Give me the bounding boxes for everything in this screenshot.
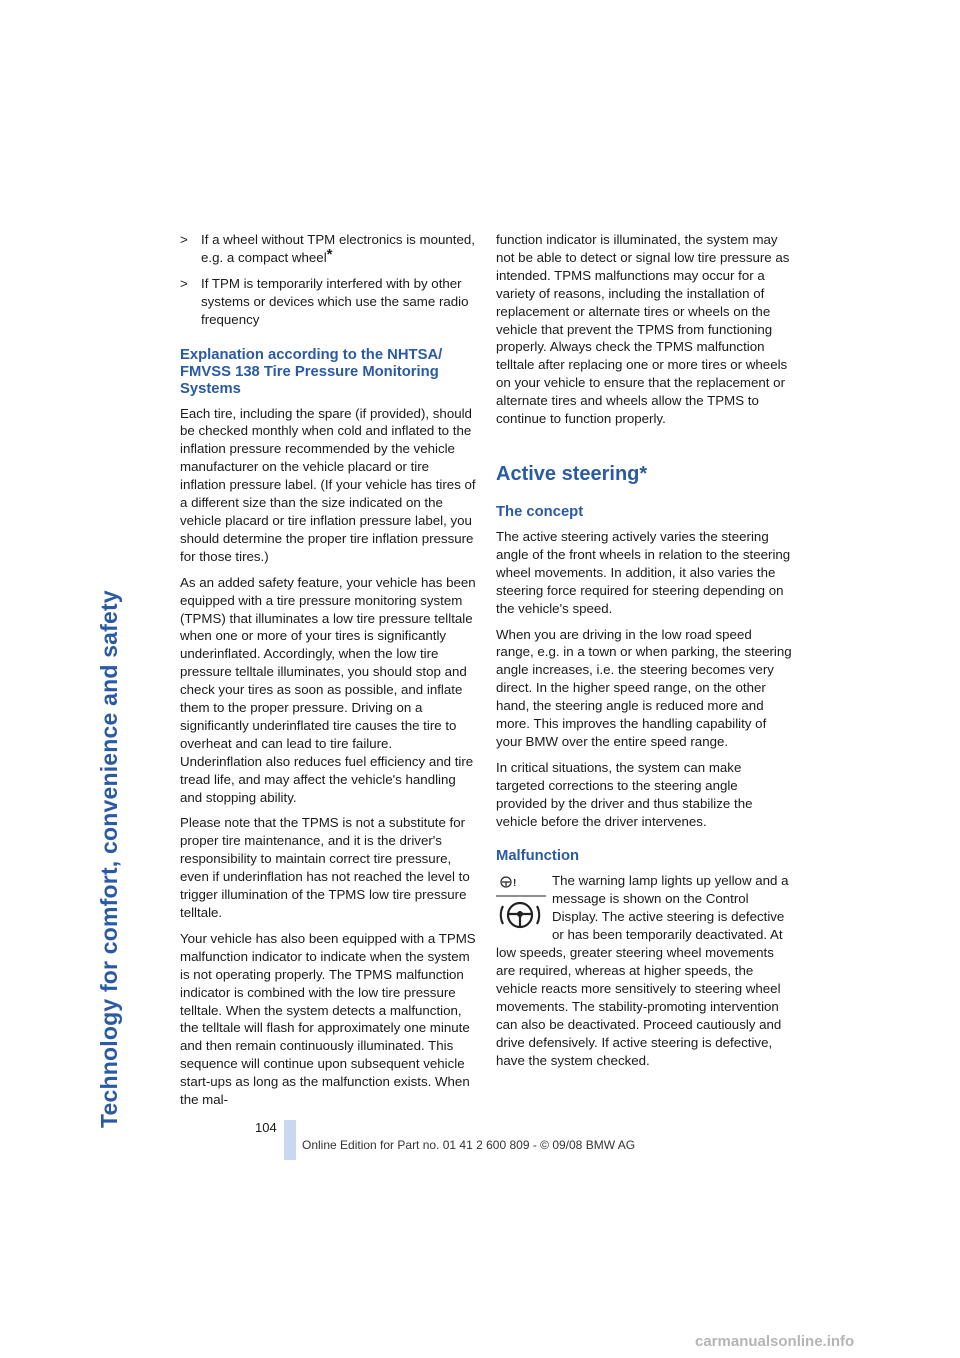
footer-accent-bar (284, 1120, 296, 1160)
malfunction-paragraph: The warning lamp lights up yellow and a message is shown on the Control Display. The active steering is defective or has been temporarily deactivated. At low speeds, greater steering wheel movements are required, whereas at higher speeds, the vehicle reacts more sensitively to steering wheel movements. The stability-promoting intervention can also be deactivated. Proceed cautiously and drive defensively. If active steering is defective, have the system checked. (496, 873, 789, 1068)
bullet-text: If a wheel without TPM electronics is mounted, e.g. a compact wheel* (201, 232, 475, 265)
paragraph: The active steering actively varies the steering angle of the front wheels in relation to the steering wheel movements. In addition, it also varies the steering force required for steering depending on the vehicle's speed. (496, 528, 791, 616)
page-number: 104 (255, 1120, 277, 1135)
paragraph: Please note that the TPMS is not a substitute for proper tire maintenance, and it is the driver's responsibility to maintain correct tire pressure, even if underinflation has not reached the level to trigger illumination of the TPMS low tire pressure telltale. (180, 815, 470, 920)
paragraph: Each tire, including the spare (if provided), should be checked monthly when cold and inflated to the inflation pressure recommended by the vehicle manufacturer on the vehicle placard or tire inflation pressure label. (If your vehicle has tires of a different size than the size indicated on the vehicle placard or tire inflation pressure label, you should determine the proper tire inflation pressure for those tires.) (180, 405, 476, 564)
paragraph: In critical situations, the system can make targeted corrections to the steering angle provided by the driver and thus stabilize the vehicle before the driver intervenes. (496, 759, 753, 829)
list-item (180, 275, 476, 329)
side-chapter-title: Technology for comfort, convenience and safety (96, 590, 122, 1128)
right-column (496, 231, 792, 1077)
bullet-text: If TPM is temporarily interfered with by other systems or devices which use the same radio frequency (201, 275, 469, 327)
concept-heading: The concept (496, 503, 584, 520)
paragraph: As an added safety feature, your vehicle has been equipped with a tire pressure monitoring system (TPMS) that illuminates a low tire pressure telltale when one or more of your tires is significantly underinflated. Accordingly, when the low tire pressure telltale illuminates, you should stop and check your tires as soon as possible, and inflate them to the proper pressure. Driving on a significantly underinflated tire causes the tire to overheat and can lead to tire failure. Underinflation also reduces fuel efficiency and tire tread life, and may affect the vehicle's handling and stopping ability. (180, 574, 476, 805)
paragraph: When you are driving in the low road speed range, e.g. in a town or when parking, the steering angle increases, i.e. the steering becomes very direct. In the higher speed range, on the other hand, the steering angle is reduced more and more. This improves the handling capability of your BMW over the entire speed range. (496, 626, 792, 749)
left-column (180, 231, 476, 1117)
paragraph: function indicator is illuminated, the system may not be able to detect or signal low tire pressure as intended. TPMS malfunctions may occur for a variety of reasons, including the installation of replacement or alternate tires or wheels on the vehicle that prevent the TPMS from functioning properly. Always check the TPMS malfunction telltale after replacing one or more tires or wheels on your vehicle to ensure that the replacement or alternate tires and wheels allow the TPMS to continue to function properly. (496, 232, 790, 427)
watermark: carmanualsonline.info (695, 1333, 855, 1350)
bullet-marker: > (180, 232, 188, 247)
tpms-explanation-heading: Explanation according to the NHTSA/ FMVSS 138 Tire Pressure Monitoring Systems (180, 346, 443, 397)
paragraph: Your vehicle has also been equipped with a TPMS malfunction indicator to indicate when the system is not operating properly. The TPMS malfunction indicator is combined with the low tire pressure telltale. When the system detects a malfunction, the telltale will flash for approximately one minute and then remain continuously illuminated. This sequence will continue upon subsequent vehicle start-ups as long as the malfunction exists. When the mal- (180, 930, 476, 1108)
steering-warning-icon (496, 874, 552, 936)
edition-notice: Online Edition for Part no. 01 41 2 600 809 - © 09/08 BMW AG (302, 1138, 636, 1152)
list-item (180, 231, 476, 267)
optional-equipment-star: * (326, 245, 333, 263)
active-steering-title: Active steering* (496, 462, 648, 485)
svg-text:!: ! (513, 878, 517, 890)
bullet-marker: > (180, 275, 188, 291)
malfunction-heading: Malfunction (496, 848, 580, 865)
